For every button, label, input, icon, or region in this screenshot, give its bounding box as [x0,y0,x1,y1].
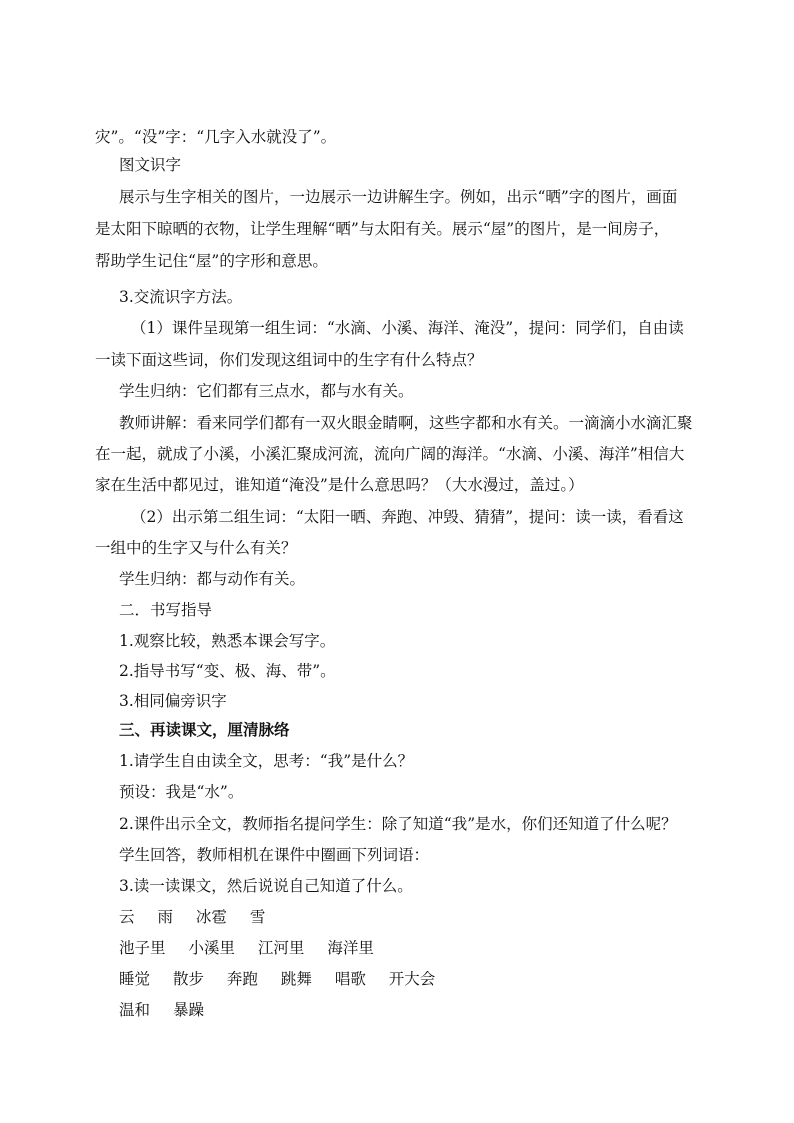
word: 跳舞 [280,970,312,988]
word: 唱歌 [334,970,366,988]
word: 散步 [172,970,204,988]
word-group [119,907,735,927]
text-line: 是太阳下晾晒的衣物，让学生理解“晒”与太阳有关。展示“屋”的图片，是一间房子， [95,220,670,238]
word: 暴躁 [172,1001,204,1019]
section-heading-2: 二．书写指导 [119,601,213,619]
text-line: 1.观察比较，熟悉本课会写字。 [119,632,336,650]
text-line: 1.请学生自由读全文，思考：“我”是什么？ [119,752,414,770]
word: 温和 [119,1001,151,1019]
word: 小溪里 [188,939,235,957]
text-line: 学生归纳：它们都有三点水，都与水有关。 [119,382,414,400]
text-line: 预设：我是“水”。 [119,783,244,801]
text-line: 3.相同偏旁识字 [119,692,227,710]
text-line: 展示与生字相关的图片，一边展示一边讲解生字。例如，出示“晒”字的图片，画面 [119,188,678,206]
text-line: 教师讲解：看来同学们都有一双火眼金睛啊，这些字都和水有关。一滴滴小水滴汇聚 [119,414,693,432]
text-line: 一读下面这些词，你们发现这组词中的生字有什么特点？ [95,351,483,369]
text-line: 2.课件出示全文，教师指名提问学生：除了知道“我”是水，你们还知道了什么呢？ [119,815,677,833]
word-group [119,1000,735,1020]
text-line: 帮助学生记住“屋”的字形和意思。 [95,252,328,270]
section-heading-3: 三、再读课文，厘清脉络 [119,720,290,739]
subheading-tuwen: 图文识字 [119,156,182,174]
word: 雨 [157,908,173,926]
text-line: 一组中的生字又与什么有关？ [95,539,297,557]
text-line: 学生归纳：都与动作有关。 [119,570,306,588]
text-line: 3.交流识字方法。 [119,288,243,306]
word-group [119,969,735,989]
word: 冰雹 [195,908,227,926]
text-line: （2）出示第二组生词：“太阳一晒、奔跑、冲毁、猜猜”，提问：读一读，看看这 [131,508,684,526]
text-line: 3.读一读课文，然后说说自己知道了什么。 [119,877,413,895]
text-line: 在一起，就成了小溪，小溪汇聚成河流，流向广阔的海洋。“水滴、小溪、海洋”相信大 [95,445,685,463]
word-group [119,938,735,958]
word: 开大会 [388,970,436,988]
text-line: 2.指导书写“变、极、海、带”。 [119,662,336,680]
word: 雪 [249,908,266,926]
word: 江河里 [257,939,305,957]
text-line: 学生回答，教师相机在课件中圈画下列词语： [119,846,430,864]
text-line: 家在生活中都见过，谁知道“淹没”是什么意思吗？（大水漫过，盖过。） [95,476,584,494]
word: 云 [119,908,135,926]
word: 奔跑 [226,970,258,988]
word: 海洋里 [327,939,374,957]
text-line: （1）课件呈现第一组生词：“水滴、小溪、海洋、淹没”，提问：同学们，自由读 [131,319,684,337]
word: 睡觉 [119,970,151,988]
text-line: 灾”。“没”字：“几字入水就没了”。 [95,128,337,146]
word: 池子里 [119,939,166,957]
